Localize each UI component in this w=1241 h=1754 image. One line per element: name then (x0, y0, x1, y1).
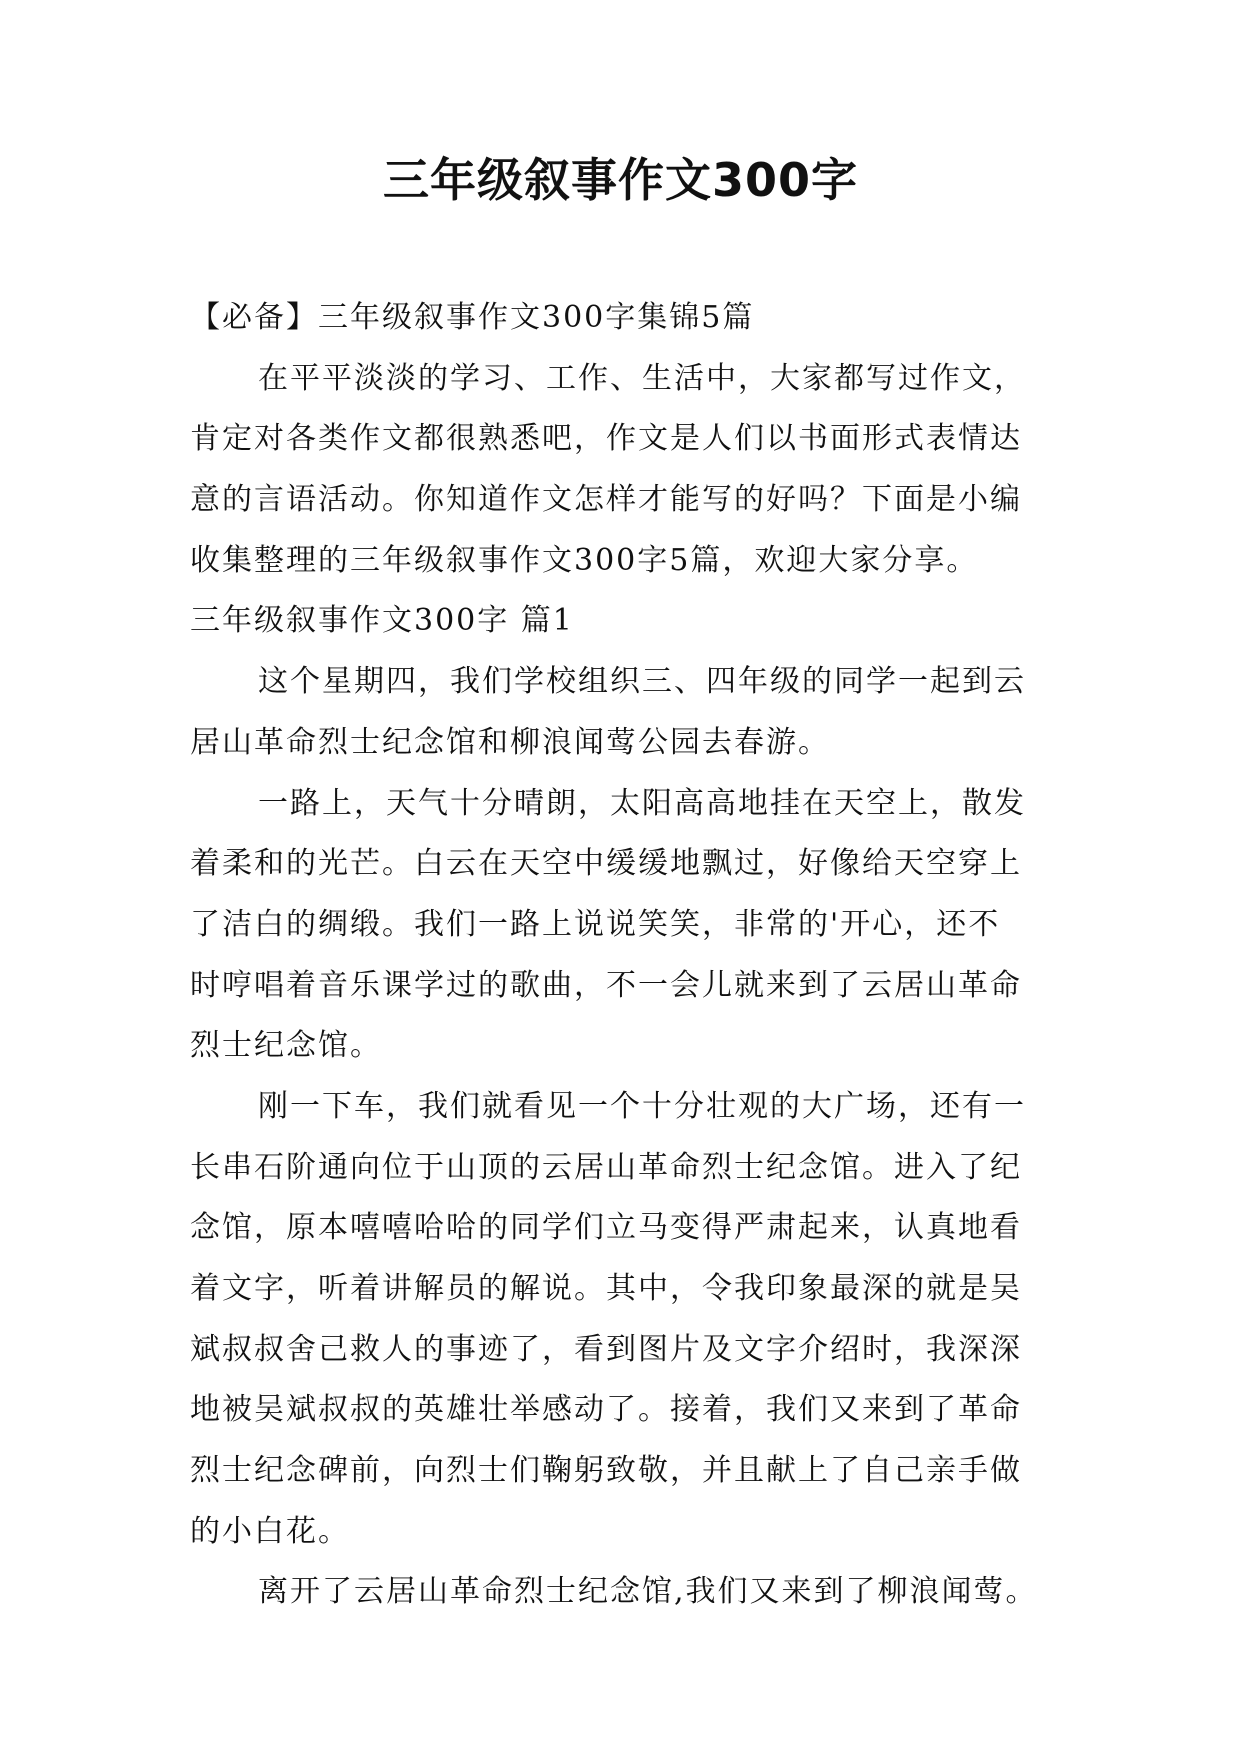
paragraph-line: 烈士纪念碑前，向烈士们鞠躬致敬，并且献上了自己亲手做 (190, 1453, 1022, 1489)
paragraph-line: 着柔和的光芒。白云在天空中缓缓地飘过，好像给天空穿上 (190, 846, 1022, 882)
section-heading: 三年级叙事作文300字 篇1 (190, 603, 574, 639)
paragraph-line: 的小白花。 (190, 1513, 350, 1549)
paragraph-line: 刚一下车，我们就看见一个十分壮观的大广场，还有一 (258, 1088, 1026, 1124)
paragraph-line: 烈士纪念馆。 (190, 1028, 382, 1064)
document-title: 三年级叙事作文300字 (382, 153, 859, 207)
document-body (190, 288, 1060, 1623)
paragraph-line: 念馆，原本嘻嘻哈哈的同学们立马变得严肃起来，认真地看 (190, 1210, 1022, 1246)
paragraph-line: 一路上，天气十分晴朗，太阳高高地挂在天空上，散发 (258, 785, 1026, 821)
paragraph-line: 这个星期四，我们学校组织三、四年级的同学一起到云 (258, 664, 1026, 700)
paragraph-line: 在平平淡淡的学习、工作、生活中，大家都写过作文， (258, 360, 1026, 396)
paragraph-line: 离开了云居山革命烈士纪念馆,我们又来到了柳浪闻莺。 (258, 1574, 1038, 1610)
paragraph-line: 地被吴斌叔叔的英雄壮举感动了。接着，我们又来到了革命 (190, 1392, 1022, 1428)
paragraph-line: 长串石阶通向位于山顶的云居山革命烈士纪念馆。进入了纪 (190, 1149, 1022, 1185)
paragraph-line: 时哼唱着音乐课学过的歌曲，不一会儿就来到了云居山革命 (190, 967, 1022, 1003)
paragraph-line: 意的言语活动。你知道作文怎样才能写的好吗？下面是小编 (190, 482, 1022, 518)
paragraph-line: 着文字，听着讲解员的解说。其中，令我印象最深的就是吴 (190, 1271, 1022, 1306)
paragraph-line: 斌叔叔舍己救人的事迹了，看到图片及文字介绍时，我深深 (190, 1331, 1022, 1367)
subtitle-line: 【必备】三年级叙事作文300字集锦5篇 (190, 300, 755, 335)
paragraph-line: 了洁白的绸缎。我们一路上说说笑笑，非常的'开心，还不 (190, 906, 1001, 942)
paragraph-line: 收集整理的三年级叙事作文300字5篇，欢迎大家分享。 (190, 542, 979, 578)
paragraph-line: 居山革命烈士纪念馆和柳浪闻莺公园去春游。 (190, 724, 830, 760)
paragraph-line: 肯定对各类作文都很熟悉吧，作文是人们以书面形式表情达 (190, 421, 1022, 457)
